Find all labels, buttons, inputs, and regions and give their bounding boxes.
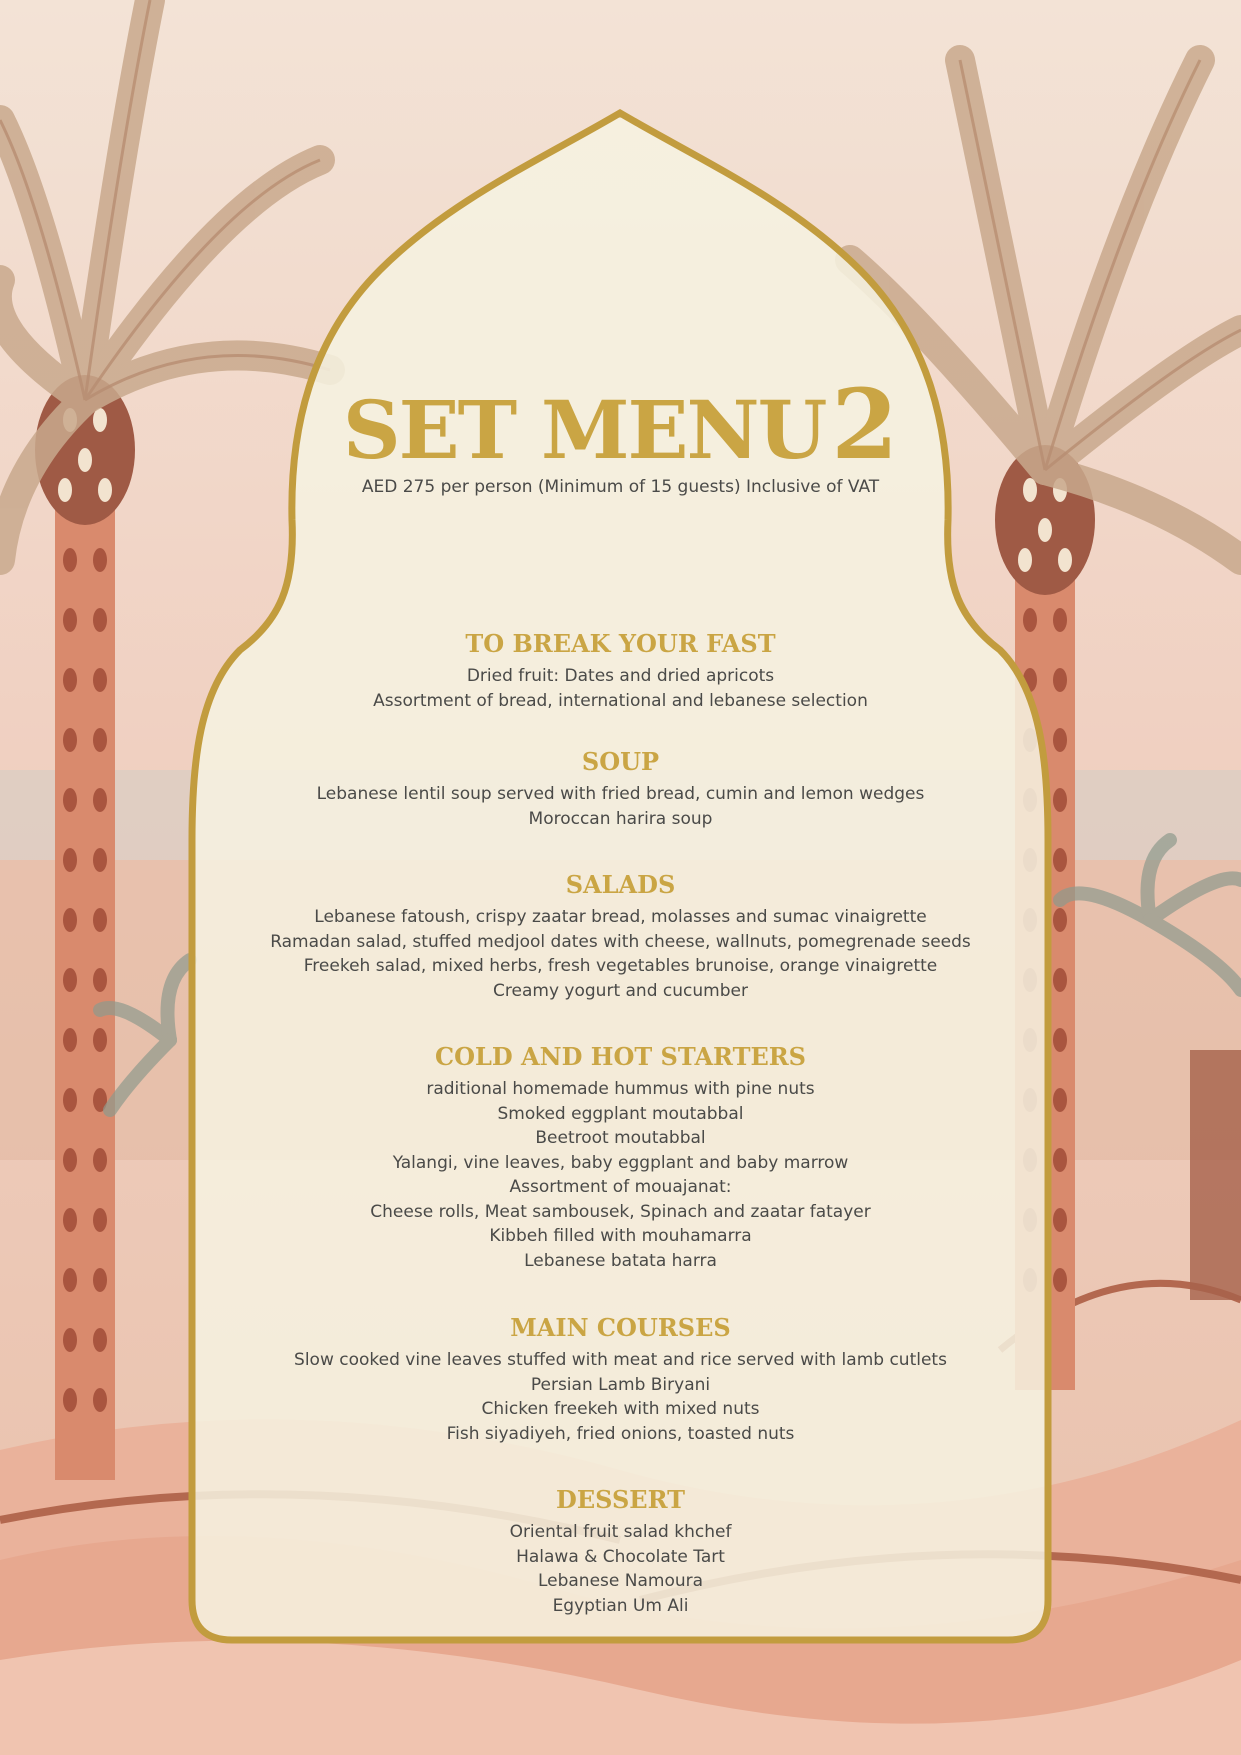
menu-item: Lebanese fatoush, crispy zaatar bread, molasses and sumac vinaigrette: [314, 907, 927, 927]
section-salads: [200, 869, 1041, 1003]
menu-item: Dried fruit: Dates and dried apricots: [466, 666, 775, 686]
menu-item: raditional homemade hummus with pine nuts: [426, 1079, 815, 1099]
section-heading: DESSERT: [556, 1485, 685, 1514]
menu-item: Lebanese Namoura: [537, 1571, 704, 1591]
menu-item: Freekeh salad, mixed herbs, fresh vegetables brunoise, orange vinaigrette: [303, 956, 938, 976]
menu-item: Halawa & Chocolate Tart: [516, 1546, 725, 1567]
menu-item: Assortment of bread, international and lebanese selection: [373, 690, 868, 711]
menu-item: Smoked eggplant moutabbal: [497, 1103, 744, 1124]
section-heading: SOUP: [581, 747, 660, 776]
menu-title-text: SET MENU: [342, 383, 826, 477]
menu-content: [200, 0, 1041, 1755]
section-heading: MAIN COURSES: [510, 1313, 731, 1342]
menu-item: Yalangi, vine leaves, baby eggplant and baby marrow: [392, 1152, 849, 1173]
section-heading: TO BREAK YOUR FAST: [465, 629, 776, 658]
menu-item: Kibbeh filled with mouhamarra: [489, 1226, 752, 1246]
menu-item: Persian Lamb Biryani: [530, 1374, 711, 1395]
menu-item: Assortment of mouajanat:: [509, 1177, 732, 1197]
menu-item: Fish siyadiyeh, fried onions, toasted nuts: [446, 1423, 795, 1444]
section-heading: SALADS: [565, 870, 676, 899]
menu-item: Ramadan salad, stuffed medjool dates with cheese, wallnuts, pomegrenade seeds: [270, 931, 971, 952]
menu-item: Egyptian Um Ali: [552, 1595, 689, 1616]
menu-item: Oriental fruit salad khchef: [509, 1522, 732, 1542]
section-main-courses: [200, 1312, 1041, 1446]
menu-item: Cheese rolls, Meat sambousek, Spinach and zaatar fatayer: [370, 1201, 871, 1222]
section-heading: COLD AND HOT STARTERS: [434, 1042, 807, 1071]
menu-item: Chicken freekeh with mixed nuts: [481, 1399, 760, 1419]
menu-number: 2: [831, 368, 899, 481]
section-break-your-fast: [200, 628, 1041, 713]
menu-item: Lebanese batata harra: [524, 1250, 717, 1271]
menu-item: Moroccan harira soup: [528, 808, 713, 829]
menu-item: Beetroot moutabbal: [535, 1128, 706, 1148]
section-dessert: [200, 1484, 1041, 1618]
section-starters: [200, 1041, 1041, 1273]
section-soup: [200, 746, 1041, 831]
menu-item: Creamy yogurt and cucumber: [493, 980, 748, 1001]
menu-item: Slow cooked vine leaves stuffed with meat and rice served with lamb cutlets: [294, 1350, 947, 1370]
menu-item: Lebanese lentil soup served with fried bread, cumin and lemon wedges: [316, 784, 925, 804]
menu-title: [200, 368, 1041, 481]
menu-price-note: AED 275 per person (Minimum of 15 guests) Inclusive of VAT: [361, 477, 880, 497]
